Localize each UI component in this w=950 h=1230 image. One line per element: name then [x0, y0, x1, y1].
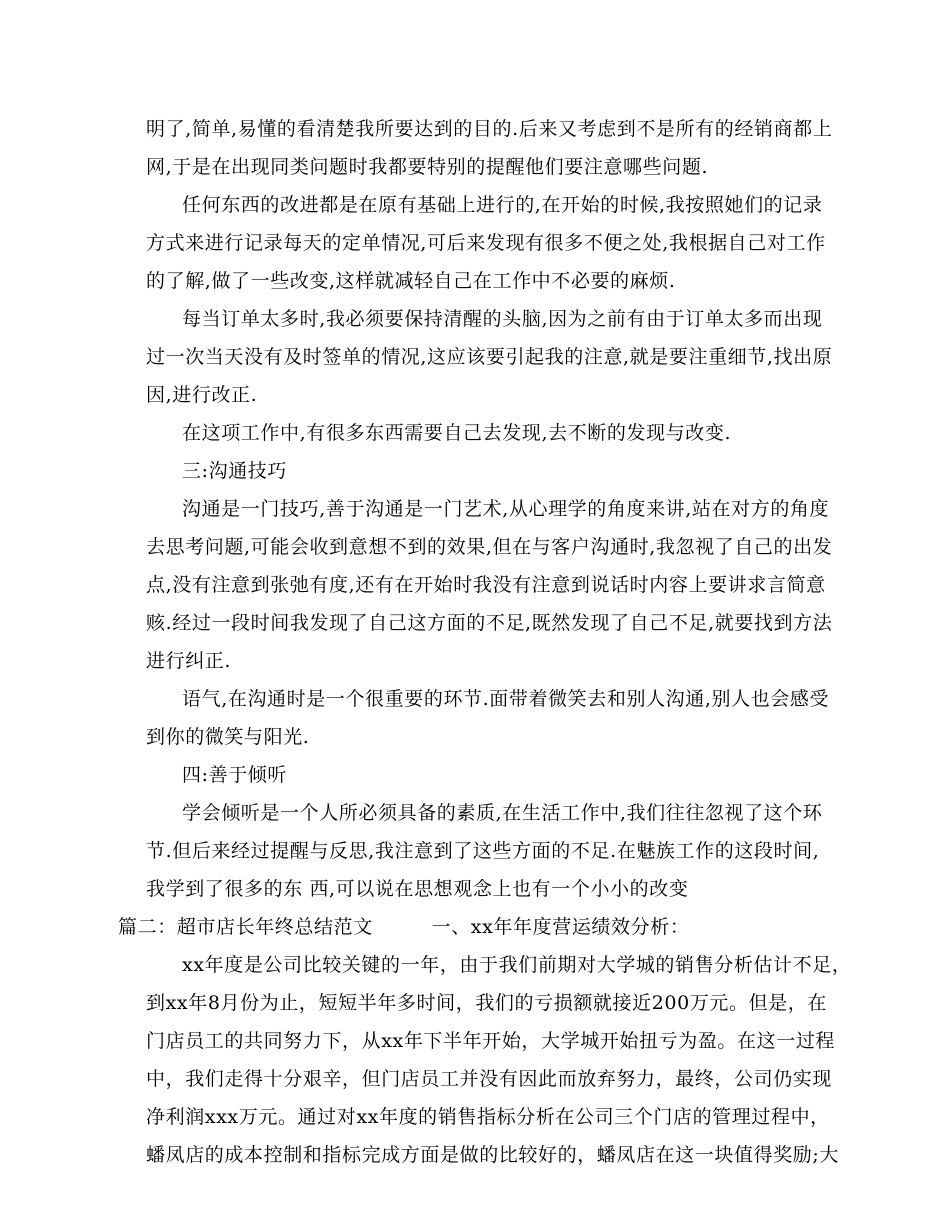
- text-line: 到xx年8月份为止，短短半年多时间，我们的亏损额就接近200万元。但是，在: [146, 992, 827, 1014]
- text-line: 到你的微笑与阳光.: [146, 726, 310, 748]
- paragraph-start: 在这项工作中,有很多东西需要自己去发现,去不断的发现与改变.: [182, 422, 732, 444]
- text-line: 中，我们走得十分艰辛，但门店员工并没有因此而放弃努力，最终，公司仍实现: [146, 1068, 833, 1090]
- text-line: 赅.经过一段时间我发现了自己这方面的不足,既然发现了自己不足,就要找到方法: [146, 612, 833, 634]
- text-line: 净利润xxx万元。通过对xx年度的销售指标分析在公司三个门店的管理过程中，: [146, 1106, 830, 1128]
- text-line: 方式来进行记录每天的定单情况,可后来发现有很多不便之处,我根据自己对工作: [146, 232, 826, 254]
- article-heading: 篇二：超市店长年终总结范文 一、xx年年度营运绩效分析：: [118, 916, 690, 938]
- text-line: 过一次当天没有及时签单的情况,这应该要引起我的注意,就是要注重细节,找出原: [146, 346, 833, 368]
- text-line: 门店员工的共同努力下，从xx年下半年开始，大学城开始扭亏为盈。在这一过程: [146, 1030, 836, 1052]
- text-line: 我学到了很多的东 西,可以说在思想观念上也有一个小小的改变: [146, 878, 689, 900]
- text-line: 因,进行改正.: [146, 384, 258, 406]
- text-line: 节.但后来经过提醒与反思,我注意到了这些方面的不足.在魅族工作的这段时间,: [146, 840, 820, 862]
- paragraph-start: 任何东西的改进都是在原有基础上进行的,在开始的时候,我按照她们的记录: [182, 194, 823, 216]
- text-line: 网,于是在出现同类问题时我都要特别的提醒他们要注意哪些问题.: [146, 156, 709, 178]
- text-line: 点,没有注意到张弛有度,还有在开始时我没有注意到说话时内容上要讲求言简意: [146, 574, 826, 596]
- paragraph-start: 学会倾听是一个人所必须具备的素质,在生活工作中,我们往往忽视了这个环: [182, 802, 823, 824]
- paragraph-start: 语气,在沟通时是一个很重要的环节.面带着微笑去和别人沟通,别人也会感受: [182, 688, 830, 710]
- text-line: 去思考问题,可能会收到意想不到的效果,但在与客户沟通时,我忽视了自己的出发: [146, 536, 833, 558]
- paragraph-start: xx年度是公司比较关键的一年，由于我们前期对大学城的销售分析估计不足，: [182, 954, 852, 976]
- text-line: 明了,简单,易懂的看清楚我所要达到的目的.后来又考虑到不是所有的经销商都上: [146, 118, 833, 140]
- text-line: 进行纠正.: [146, 650, 232, 672]
- paragraph-start: 每当订单太多时,我必须要保持清醒的头脑,因为之前有由于订单太多而出现: [182, 308, 823, 330]
- section-heading-listening: 四:善于倾听: [182, 764, 288, 786]
- text-line: 的了解,做了一些改变,这样就减轻自己在工作中不必要的麻烦.: [146, 270, 676, 292]
- section-heading-communication: 三:沟通技巧: [182, 460, 288, 482]
- text-line: 蟠凤店的成本控制和指标完成方面是做的比较好的，蟠凤店在这一块值得奖励;大: [146, 1144, 840, 1166]
- paragraph-start: 沟通是一门技巧,善于沟通是一门艺术,从心理学的角度来讲,站在对方的角度: [182, 498, 830, 520]
